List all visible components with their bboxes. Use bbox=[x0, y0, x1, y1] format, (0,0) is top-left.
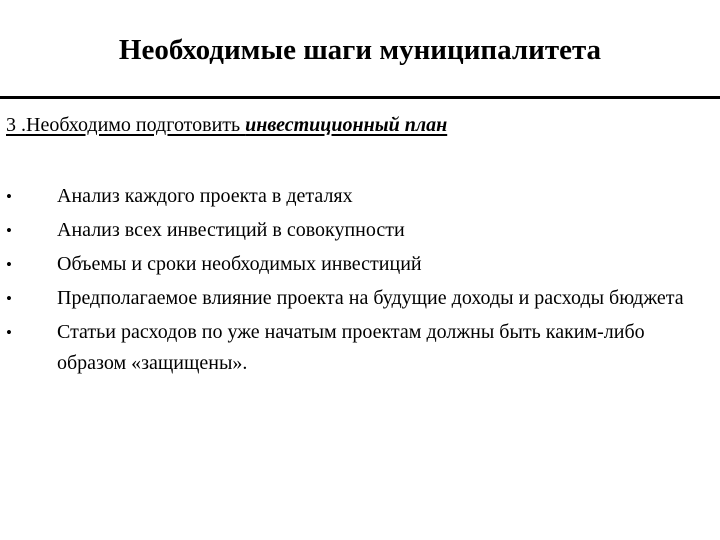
list-item bbox=[0, 215, 720, 246]
list-item bbox=[0, 317, 720, 379]
list-item-text: Анализ всех инвестиций в совокупности bbox=[57, 219, 405, 241]
bullet-icon: • bbox=[6, 187, 12, 206]
bullet-icon: • bbox=[6, 289, 12, 308]
subheading-prefix: 3 .Необходимо подготовить bbox=[6, 114, 246, 136]
list-item-text: Статьи расходов по уже начатым проектам должны быть каким-либо образом «защищены». bbox=[57, 321, 645, 374]
bullet-list bbox=[0, 181, 720, 382]
subheading-emphasis: инвестиционный план bbox=[245, 114, 448, 136]
bullet-icon: • bbox=[6, 323, 12, 342]
subheading bbox=[6, 110, 447, 140]
bullet-icon: • bbox=[6, 221, 12, 240]
slide-title: Необходимые шаги муниципалитета bbox=[118, 34, 602, 66]
list-item-text: Объемы и сроки необходимых инвестиций bbox=[57, 253, 422, 275]
title-divider bbox=[0, 96, 720, 99]
list-item bbox=[0, 283, 720, 314]
list-item-text: Анализ каждого проекта в деталях bbox=[57, 185, 353, 207]
bullet-icon: • bbox=[6, 255, 12, 274]
list-item-text: Предполагаемое влияние проекта на будущие доходы и расходы бюджета bbox=[57, 287, 684, 309]
list-item bbox=[0, 181, 720, 212]
list-item bbox=[0, 249, 720, 280]
